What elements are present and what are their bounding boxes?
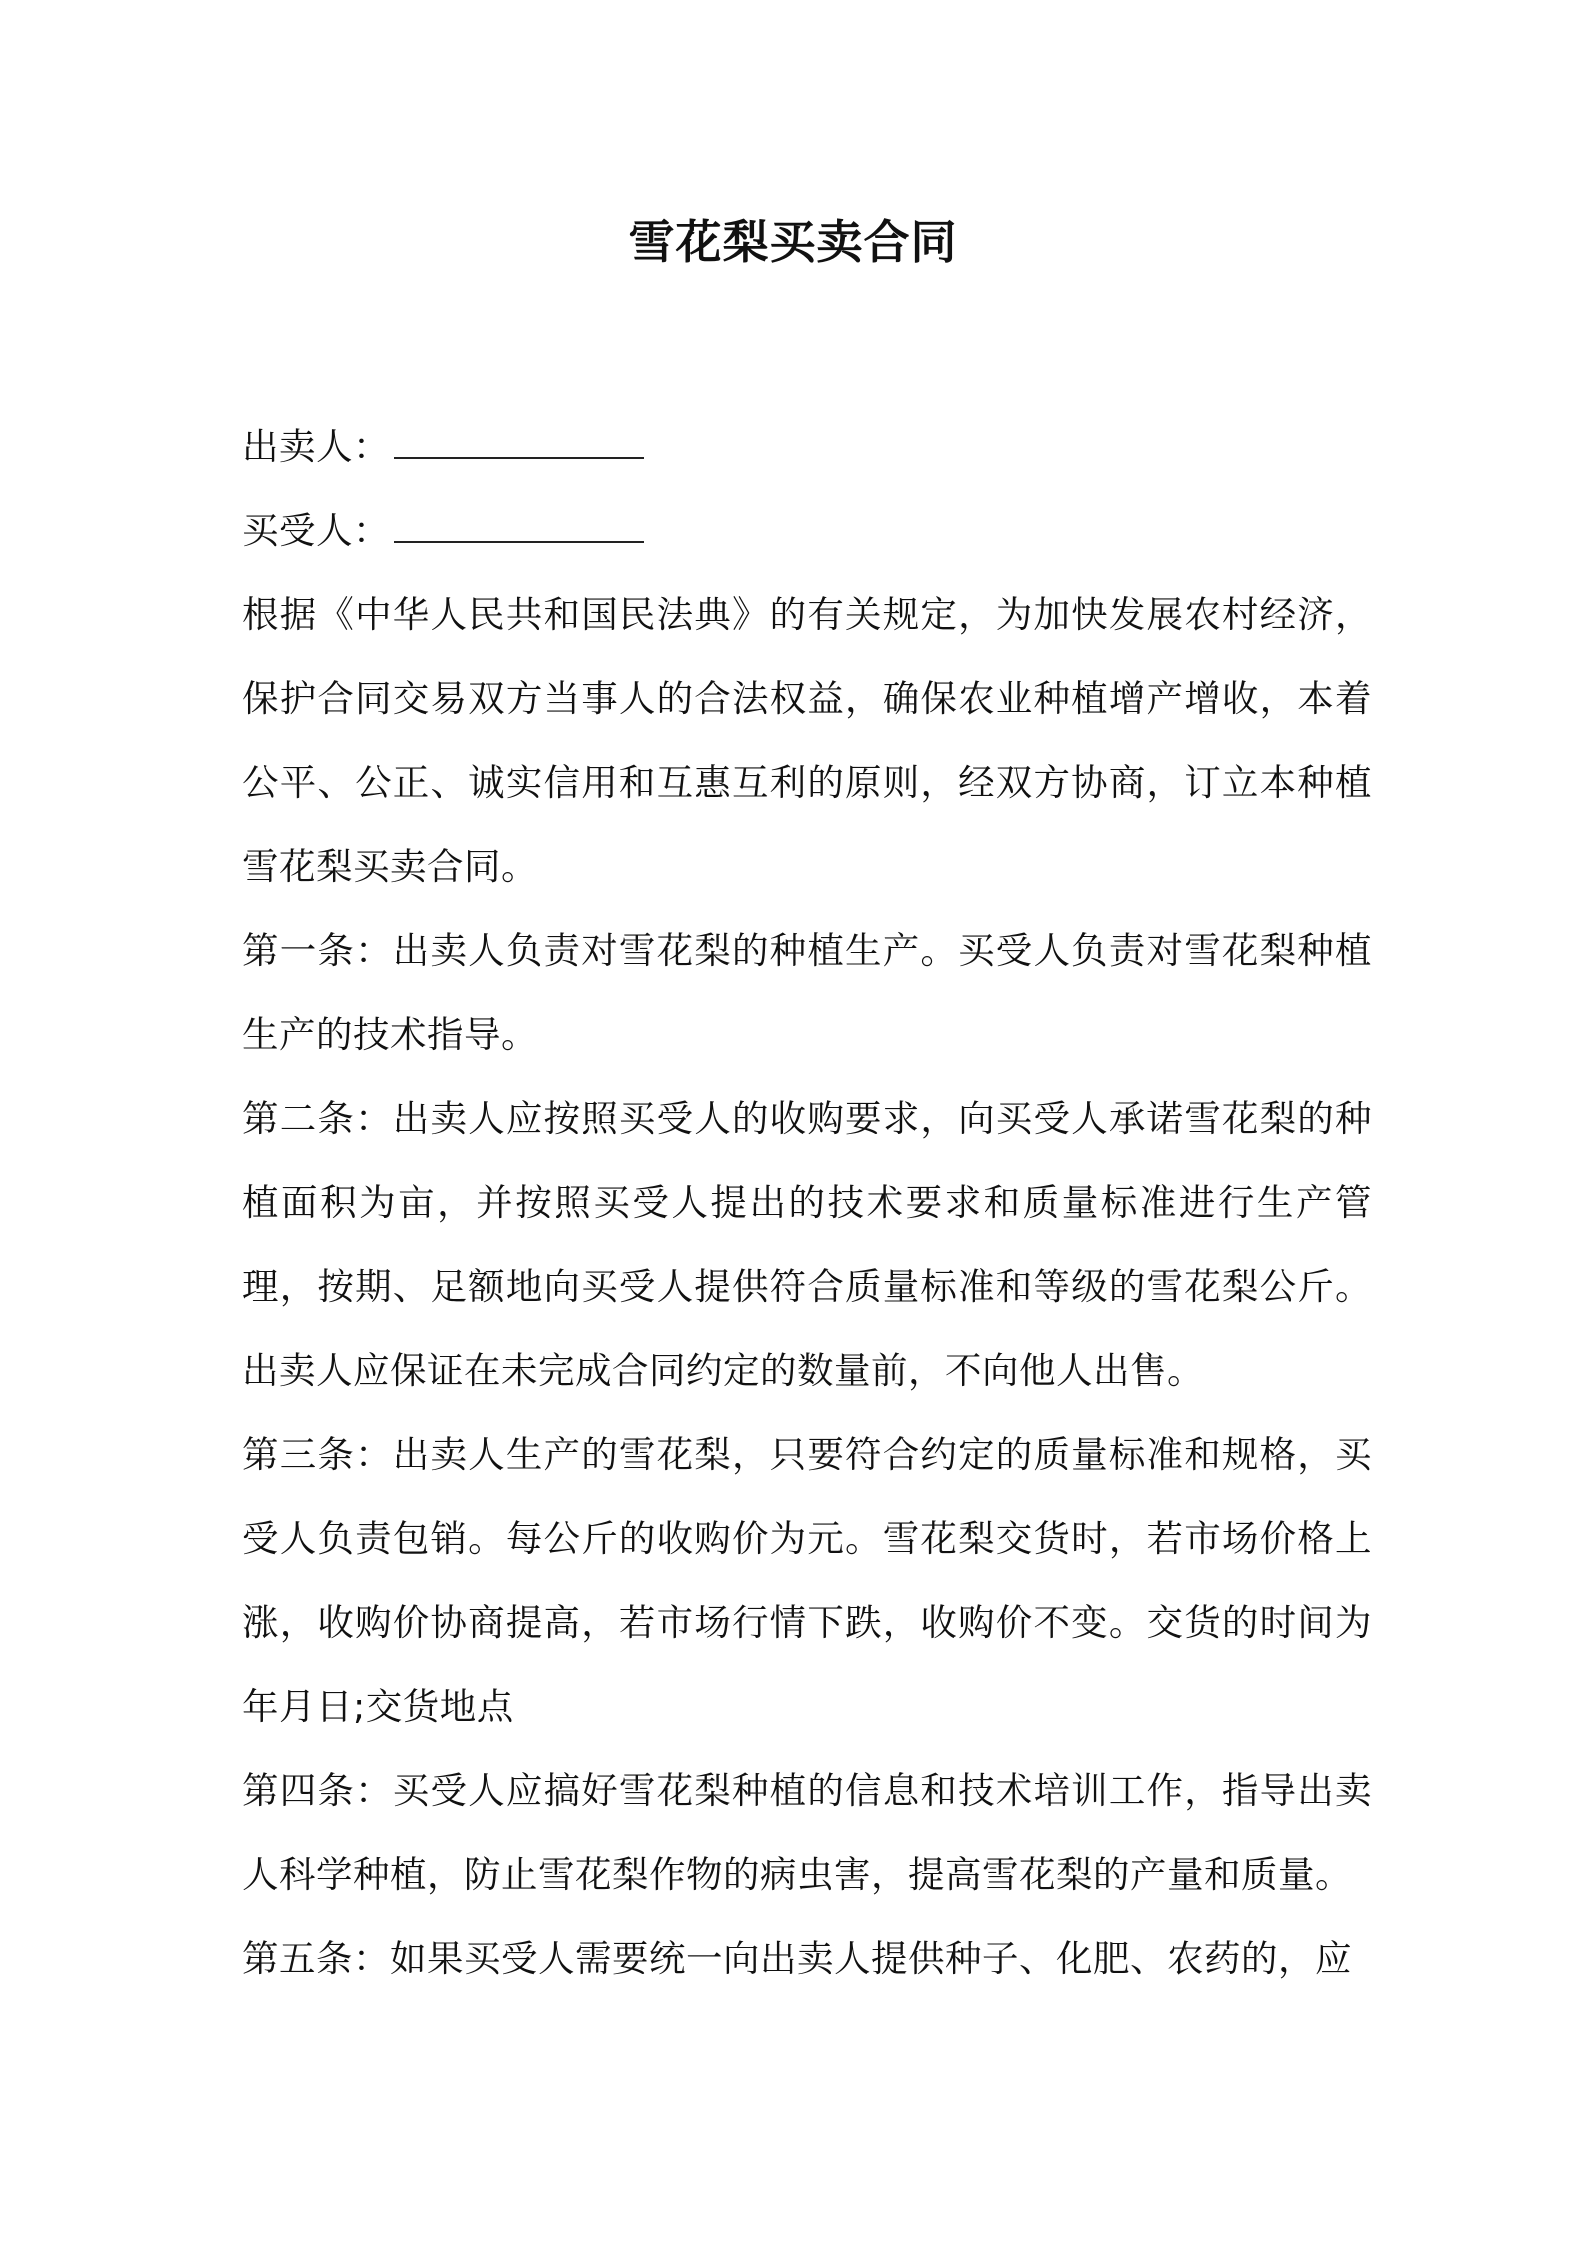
paragraph-article-5: 第五条：如果买受人需要统一向出卖人提供种子、化肥、农药的，应 xyxy=(242,1937,1352,1980)
paragraph-article-2: 第二条：出卖人应按照买受人的收购要求，向买受人承诺雪花梨的种植面积为亩，并按照买受人提出的技术要求和质量标准进行生产管理，按期、足额地向买受人提供符合质量标准和等级的雪花梨公斤。出卖人应保证在未完成合同约定的数量前，不向他人出售。 xyxy=(242,1097,1372,1392)
document-body xyxy=(242,405,1372,2001)
document-title: 雪花梨买卖合同 xyxy=(628,215,958,269)
buyer-blank xyxy=(394,503,644,543)
paragraph-article-3: 第三条：出卖人生产的雪花梨，只要符合约定的质量标准和规格，买受人负责包销。每公斤的收购价为元。雪花梨交货时，若市场价格上涨，收购价协商提高，若市场行情下跌，收购价不变。交货的时间为年月日;交货地点 xyxy=(242,1433,1372,1728)
paragraph-article-4: 第四条：买受人应搞好雪花梨种植的信息和技术培训工作，指导出卖人科学种植，防止雪花梨作物的病虫害，提高雪花梨的产量和质量。 xyxy=(242,1769,1372,1896)
buyer-label: 买受人： xyxy=(242,509,390,552)
seller-label: 出卖人： xyxy=(242,425,390,468)
seller-line xyxy=(242,405,1372,489)
buyer-line xyxy=(242,489,1372,573)
seller-blank xyxy=(394,419,644,459)
paragraph-article-1: 第一条：出卖人负责对雪花梨的种植生产。买受人负责对雪花梨种植生产的技术指导。 xyxy=(242,929,1372,1056)
paragraph-preamble: 根据《中华人民共和国民法典》的有关规定，为加快发展农村经济，保护合同交易双方当事人的合法权益，确保农业种植增产增收，本着公平、公正、诚实信用和互惠互利的原则，经双方协商，订立本种植雪花梨买卖合同。 xyxy=(242,593,1372,888)
